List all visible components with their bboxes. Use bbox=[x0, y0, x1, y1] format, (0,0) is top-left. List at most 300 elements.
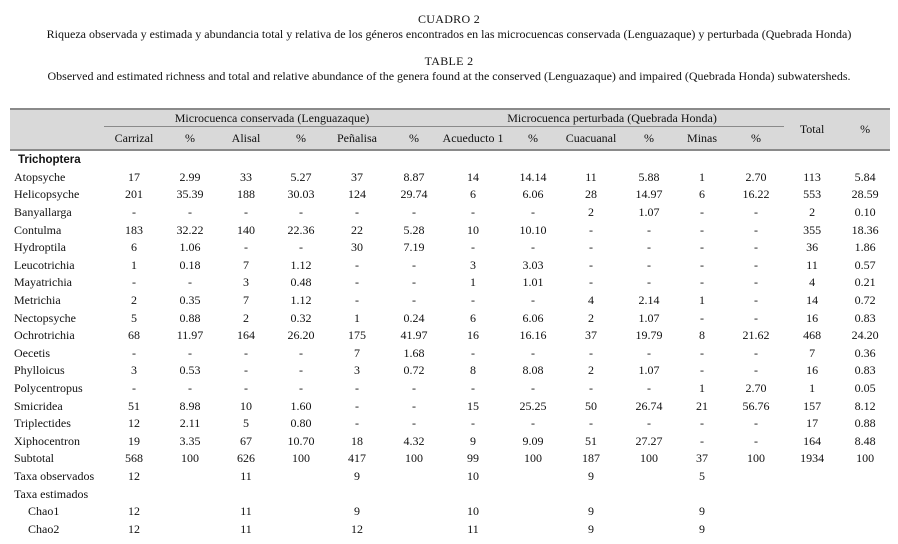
table-row bbox=[10, 327, 890, 345]
table-cell: - bbox=[700, 205, 705, 220]
table-cell: 19.79 bbox=[635, 328, 663, 343]
row-label: Helicopsyche bbox=[14, 187, 80, 202]
table-cell bbox=[164, 503, 216, 521]
table-cell bbox=[728, 503, 784, 521]
table-cell: 2.70 bbox=[745, 169, 767, 184]
header-col-total: Total bbox=[784, 109, 840, 150]
table-cell: - bbox=[531, 240, 536, 255]
row-label: Triplectides bbox=[14, 416, 71, 431]
row-label: Oecetis bbox=[14, 345, 50, 360]
table-cell: 5 bbox=[699, 468, 706, 483]
table-body bbox=[10, 150, 890, 538]
row-label: Subtotal bbox=[14, 451, 55, 466]
table-cell: 7 bbox=[354, 345, 360, 360]
table-row bbox=[10, 397, 890, 415]
table-cell: 2 bbox=[809, 205, 816, 220]
table-cell: - bbox=[589, 345, 594, 360]
table-cell: 4.32 bbox=[403, 433, 425, 448]
table-caption bbox=[0, 0, 898, 84]
table-cell: 1.01 bbox=[522, 275, 544, 290]
row-label: Hydroptila bbox=[14, 240, 66, 255]
table-cell bbox=[784, 468, 840, 486]
table-cell: - bbox=[700, 240, 705, 255]
table-cell: 1 bbox=[809, 381, 816, 396]
table-cell: 4 bbox=[588, 293, 595, 308]
table-cell: - bbox=[355, 293, 359, 308]
table-cell: 11 bbox=[240, 504, 252, 519]
table-cell: 175 bbox=[348, 328, 366, 343]
table-cell: 0.53 bbox=[179, 363, 201, 378]
table-cell bbox=[388, 485, 440, 503]
table-cell bbox=[676, 485, 728, 503]
table-cell: - bbox=[700, 222, 705, 237]
table-cell: 22 bbox=[351, 222, 363, 237]
table-cell: 5 bbox=[243, 416, 249, 431]
row-label: Taxa observados bbox=[14, 468, 95, 483]
table-cell: - bbox=[412, 257, 417, 272]
table-cell bbox=[164, 468, 216, 486]
table-cell: 9 bbox=[354, 504, 360, 519]
table-cell: 29.74 bbox=[400, 187, 428, 202]
table-cell: 11 bbox=[585, 169, 597, 184]
table-cell: 9.09 bbox=[522, 433, 544, 448]
table-cell: 1.12 bbox=[290, 257, 312, 272]
table-cell: - bbox=[754, 240, 759, 255]
table-cell: - bbox=[132, 275, 136, 290]
table-cell: 5.84 bbox=[854, 169, 876, 184]
table-cell: - bbox=[471, 240, 476, 255]
table-cell: - bbox=[244, 363, 248, 378]
table-cell: - bbox=[412, 205, 417, 220]
table-cell bbox=[728, 468, 784, 486]
table-cell bbox=[506, 520, 560, 538]
table-cell: 11.97 bbox=[176, 328, 204, 343]
table-cell: 21 bbox=[696, 398, 709, 413]
header-col: % bbox=[728, 127, 784, 151]
table-cell: - bbox=[244, 345, 248, 360]
table-cell: 1.12 bbox=[290, 293, 312, 308]
table-cell: 2.70 bbox=[745, 381, 767, 396]
table-row bbox=[10, 468, 890, 486]
table-cell: 157 bbox=[803, 398, 822, 413]
table-cell bbox=[164, 485, 216, 503]
table-row bbox=[10, 485, 890, 503]
table-cell: 2 bbox=[588, 205, 595, 220]
richness-abundance-table bbox=[10, 108, 890, 538]
table-cell: 16 bbox=[806, 310, 819, 325]
table-cell: 0.80 bbox=[290, 416, 312, 431]
table-cell: - bbox=[531, 381, 536, 396]
table-cell: 6 bbox=[699, 187, 706, 202]
table-cell: - bbox=[754, 205, 759, 220]
table-cell: 37 bbox=[696, 451, 709, 466]
table-cell: 51 bbox=[128, 398, 140, 413]
table-cell bbox=[506, 468, 560, 486]
table-cell: 1.07 bbox=[638, 310, 660, 325]
table-cell bbox=[388, 520, 440, 538]
table-cell: 6 bbox=[470, 310, 477, 325]
table-cell bbox=[784, 503, 840, 521]
header-col: Peñalisa bbox=[326, 127, 388, 151]
table-cell: 26.74 bbox=[635, 398, 663, 413]
table-cell: - bbox=[188, 205, 192, 220]
table-cell bbox=[840, 485, 890, 503]
header-col: Acueducto 1 bbox=[440, 127, 506, 151]
table-cell: 1.06 bbox=[179, 240, 201, 255]
table-row bbox=[10, 450, 890, 468]
table-cell bbox=[276, 468, 326, 486]
header-col: Alisal bbox=[216, 127, 276, 151]
table-cell: 1 bbox=[699, 169, 706, 184]
table-cell: 626 bbox=[237, 451, 255, 466]
table-cell: 8.08 bbox=[522, 363, 544, 378]
table-cell: - bbox=[244, 205, 248, 220]
table-cell: - bbox=[647, 240, 652, 255]
table-cell: 9 bbox=[588, 521, 595, 536]
table-cell: - bbox=[471, 293, 476, 308]
table-cell: - bbox=[754, 222, 759, 237]
row-label: Smicridea bbox=[14, 398, 63, 413]
table-cell: - bbox=[589, 222, 594, 237]
table-cell: 6.06 bbox=[522, 310, 544, 325]
table-cell bbox=[216, 485, 276, 503]
table-cell: 2 bbox=[131, 293, 137, 308]
table-cell: 10 bbox=[467, 468, 480, 483]
row-label: Polycentropus bbox=[14, 381, 83, 396]
table-cell: 164 bbox=[237, 328, 255, 343]
table-cell: - bbox=[412, 381, 417, 396]
table-cell: - bbox=[700, 257, 705, 272]
table-cell: 12 bbox=[128, 521, 140, 536]
table-cell: 7.19 bbox=[403, 240, 425, 255]
row-label: Phylloicus bbox=[14, 363, 65, 378]
table-cell: 14.14 bbox=[519, 169, 547, 184]
table-cell: 9 bbox=[699, 504, 706, 519]
table-cell bbox=[104, 485, 164, 503]
table-cell: 100 bbox=[292, 451, 310, 466]
table-row bbox=[10, 433, 890, 451]
table-cell: - bbox=[700, 363, 705, 378]
table-row bbox=[10, 239, 890, 257]
table-cell: 11 bbox=[467, 521, 479, 536]
table-cell: 355 bbox=[803, 222, 822, 237]
table-cell: 28 bbox=[585, 187, 598, 202]
table-cell: 140 bbox=[237, 222, 255, 237]
table-cell: 14 bbox=[806, 293, 819, 308]
table-cell: - bbox=[647, 381, 652, 396]
table-cell: 0.88 bbox=[179, 310, 201, 325]
table-cell: - bbox=[700, 345, 705, 360]
row-label: Ochrotrichia bbox=[14, 328, 75, 343]
table-cell: 0.05 bbox=[854, 381, 876, 396]
table-cell: 19 bbox=[128, 433, 140, 448]
table-cell: 12 bbox=[128, 416, 140, 431]
table-cell: 33 bbox=[240, 169, 252, 184]
table-cell: 12 bbox=[351, 521, 363, 536]
table-cell: 14 bbox=[467, 169, 480, 184]
table-cell: 50 bbox=[585, 398, 598, 413]
table-cell: 100 bbox=[856, 451, 875, 466]
table-cell: 8.48 bbox=[854, 433, 876, 448]
table-cell: 8.12 bbox=[854, 398, 876, 413]
header-col: % bbox=[622, 127, 676, 151]
table-cell: - bbox=[299, 345, 303, 360]
table-cell: 27.27 bbox=[635, 433, 663, 448]
table-cell bbox=[440, 485, 506, 503]
table-cell: 56.76 bbox=[742, 398, 770, 413]
table-cell: 2 bbox=[588, 310, 595, 325]
table-cell: 9 bbox=[470, 433, 477, 448]
table-cell: 0.83 bbox=[854, 363, 876, 378]
table-cell: 0.48 bbox=[290, 275, 312, 290]
table-cell: - bbox=[355, 416, 359, 431]
table-cell: - bbox=[754, 416, 759, 431]
table-cell: 22.36 bbox=[287, 222, 315, 237]
table-cell: 37 bbox=[351, 169, 363, 184]
table-cell bbox=[560, 485, 622, 503]
table-cell: 3.35 bbox=[179, 433, 201, 448]
table-cell: 17 bbox=[806, 416, 819, 431]
table-cell: 8 bbox=[699, 328, 706, 343]
table-cell: - bbox=[355, 381, 359, 396]
table-cell: 3 bbox=[131, 363, 137, 378]
header-col: Carrizal bbox=[104, 127, 164, 151]
table-cell: - bbox=[299, 381, 303, 396]
header-group-impaired: Microcuenca perturbada (Quebrada Honda) bbox=[440, 109, 784, 127]
table-cell: - bbox=[531, 416, 536, 431]
table-cell: 14.97 bbox=[635, 187, 663, 202]
table-cell: - bbox=[754, 363, 759, 378]
table-cell: 1 bbox=[699, 381, 706, 396]
table-cell: 7 bbox=[243, 257, 249, 272]
table-cell bbox=[164, 520, 216, 538]
table-cell: 68 bbox=[128, 328, 140, 343]
table-cell: - bbox=[471, 381, 476, 396]
table-cell bbox=[276, 520, 326, 538]
table-cell bbox=[622, 485, 676, 503]
table-cell: 28.59 bbox=[851, 187, 879, 202]
table-cell: 9 bbox=[699, 521, 706, 536]
table-cell bbox=[276, 503, 326, 521]
header-col: % bbox=[276, 127, 326, 151]
table-cell bbox=[388, 468, 440, 486]
table-cell: - bbox=[589, 416, 594, 431]
table-cell: 12 bbox=[128, 468, 140, 483]
table-cell: 9 bbox=[588, 468, 595, 483]
table-cell: - bbox=[412, 416, 417, 431]
section-row bbox=[10, 150, 890, 169]
table-row bbox=[10, 309, 890, 327]
table-cell: - bbox=[299, 363, 303, 378]
table-cell: 124 bbox=[348, 187, 366, 202]
table-cell: 17 bbox=[128, 169, 140, 184]
table-cell: 10 bbox=[467, 504, 480, 519]
table-cell: 16 bbox=[467, 328, 480, 343]
table-cell: 6 bbox=[470, 187, 477, 202]
table-cell: 6.06 bbox=[522, 187, 544, 202]
table-cell: - bbox=[355, 257, 359, 272]
table-cell: 2.11 bbox=[179, 416, 201, 431]
table-cell: 3.03 bbox=[522, 257, 544, 272]
table-cell: 0.88 bbox=[854, 416, 876, 431]
row-label: Atopsyche bbox=[14, 169, 66, 184]
table-cell: 15 bbox=[467, 398, 480, 413]
table-cell: 100 bbox=[181, 451, 199, 466]
table-cell: - bbox=[132, 205, 136, 220]
table-cell: 0.72 bbox=[403, 363, 425, 378]
table-cell: 0.36 bbox=[854, 345, 876, 360]
table-cell: 0.57 bbox=[854, 257, 876, 272]
table-row bbox=[10, 415, 890, 433]
table-row bbox=[10, 520, 890, 538]
table-row bbox=[10, 380, 890, 398]
table-cell: - bbox=[471, 416, 476, 431]
table-row bbox=[10, 503, 890, 521]
table-cell: 10 bbox=[467, 222, 480, 237]
table-row bbox=[10, 257, 890, 275]
row-label: Mayatrichia bbox=[14, 275, 72, 290]
caption-title-es: CUADRO 2 bbox=[417, 12, 481, 26]
table-cell: 187 bbox=[582, 451, 601, 466]
table-cell: 6 bbox=[131, 240, 137, 255]
table-cell: 5.88 bbox=[638, 169, 660, 184]
table-cell: 9 bbox=[588, 504, 595, 519]
table-cell bbox=[784, 485, 840, 503]
table-cell: 16.22 bbox=[742, 187, 770, 202]
table-cell: 35.39 bbox=[176, 187, 204, 202]
row-label: Chao1 bbox=[28, 504, 60, 519]
table-row bbox=[10, 292, 890, 310]
table-cell: 0.21 bbox=[854, 275, 876, 290]
table-cell: 0.35 bbox=[179, 293, 201, 308]
table-cell: 1 bbox=[131, 257, 137, 272]
table-cell: 7 bbox=[243, 293, 249, 308]
table-cell bbox=[388, 503, 440, 521]
table-row bbox=[10, 345, 890, 363]
row-label: Contulma bbox=[14, 222, 62, 237]
table-cell: 5.28 bbox=[403, 222, 425, 237]
table-cell: 1.86 bbox=[854, 240, 876, 255]
table-cell: 2 bbox=[588, 363, 595, 378]
table-cell: - bbox=[355, 275, 359, 290]
table-cell: 1 bbox=[354, 310, 360, 325]
table-cell: 2.14 bbox=[638, 293, 660, 308]
section-label: Trichoptera bbox=[18, 153, 81, 166]
table-cell: - bbox=[647, 416, 652, 431]
caption-title-en: TABLE 2 bbox=[424, 54, 474, 68]
table-cell: 41.97 bbox=[400, 328, 428, 343]
table-cell: 0.32 bbox=[290, 310, 312, 325]
table-cell: 100 bbox=[405, 451, 424, 466]
table-cell: 3 bbox=[354, 363, 360, 378]
table-cell: - bbox=[188, 345, 192, 360]
table-cell: - bbox=[531, 205, 536, 220]
table-row bbox=[10, 204, 890, 222]
table-cell: 2 bbox=[243, 310, 249, 325]
table-cell bbox=[506, 485, 560, 503]
table-cell: - bbox=[355, 398, 359, 413]
table-cell: 30.03 bbox=[287, 187, 315, 202]
header-col-total-percent: % bbox=[840, 109, 890, 150]
table-cell bbox=[506, 503, 560, 521]
table-cell: 37 bbox=[585, 328, 598, 343]
table-cell bbox=[276, 485, 326, 503]
table-cell: 10.70 bbox=[287, 433, 315, 448]
table-cell bbox=[840, 520, 890, 538]
header-group-conserved: Microcuenca conservada (Lenguazaque) bbox=[104, 109, 440, 127]
table-cell: 4 bbox=[809, 275, 816, 290]
table-cell: - bbox=[754, 293, 759, 308]
table-cell: - bbox=[531, 293, 536, 308]
table-cell: 100 bbox=[747, 451, 766, 466]
table-cell: - bbox=[700, 275, 705, 290]
table-cell: 1 bbox=[470, 275, 477, 290]
table-cell: - bbox=[188, 381, 192, 396]
table-cell: 32.22 bbox=[176, 222, 204, 237]
table-cell: 1934 bbox=[800, 451, 825, 466]
table-cell: 8.87 bbox=[403, 169, 425, 184]
table-cell: - bbox=[700, 416, 705, 431]
table-cell: 1.68 bbox=[403, 345, 425, 360]
table-cell: - bbox=[589, 240, 594, 255]
table-cell: 113 bbox=[803, 169, 821, 184]
table-cell: 0.24 bbox=[403, 310, 425, 325]
table-cell: 5.27 bbox=[290, 169, 312, 184]
table-cell: 3 bbox=[470, 257, 477, 272]
table-cell: 16 bbox=[806, 363, 819, 378]
header-group-row bbox=[10, 109, 890, 127]
table-cell: - bbox=[412, 398, 417, 413]
table-cell: 1.07 bbox=[638, 363, 660, 378]
table-cell: 9 bbox=[354, 468, 360, 483]
header-col: % bbox=[388, 127, 440, 151]
table-row bbox=[10, 362, 890, 380]
row-label: Taxa estimados bbox=[14, 486, 89, 501]
table-cell: - bbox=[589, 257, 594, 272]
table-cell: 164 bbox=[803, 433, 822, 448]
table-cell: 183 bbox=[125, 222, 143, 237]
table-cell: 30 bbox=[351, 240, 363, 255]
table-cell: 51 bbox=[585, 433, 598, 448]
table-cell: - bbox=[471, 345, 476, 360]
table-cell: - bbox=[299, 205, 303, 220]
table-cell: 3 bbox=[243, 275, 249, 290]
table-cell: 21.62 bbox=[742, 328, 770, 343]
header-col: % bbox=[506, 127, 560, 151]
table-cell: 99 bbox=[467, 451, 480, 466]
table-cell: 11 bbox=[806, 257, 818, 272]
table-cell bbox=[622, 503, 676, 521]
table-cell: 0.72 bbox=[854, 293, 876, 308]
table-cell: 2.99 bbox=[179, 169, 201, 184]
table-cell: 12 bbox=[128, 504, 140, 519]
table-cell: - bbox=[647, 222, 652, 237]
table-row bbox=[10, 186, 890, 204]
table-cell: - bbox=[589, 381, 594, 396]
row-label: Metrichia bbox=[14, 293, 61, 308]
table-cell: - bbox=[355, 205, 359, 220]
table-cell bbox=[622, 468, 676, 486]
table-cell: - bbox=[647, 275, 652, 290]
table-cell: - bbox=[188, 275, 192, 290]
table-cell: - bbox=[700, 433, 705, 448]
table-cell: 26.20 bbox=[287, 328, 315, 343]
table-cell: 7 bbox=[809, 345, 816, 360]
table-cell: - bbox=[531, 345, 536, 360]
table-cell: 8.98 bbox=[179, 398, 201, 413]
table-cell: 36 bbox=[806, 240, 819, 255]
table-cell: - bbox=[132, 345, 136, 360]
